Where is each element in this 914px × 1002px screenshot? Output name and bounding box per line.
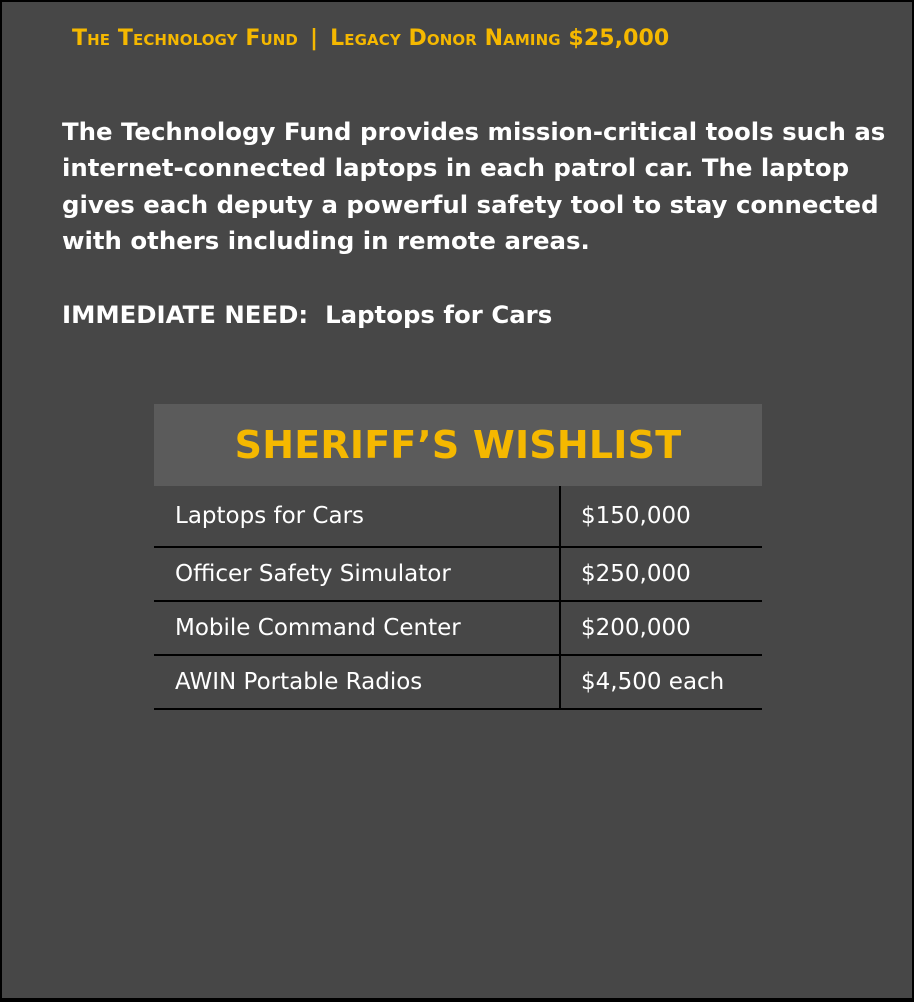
- wishlist-cost: $200,000: [560, 601, 762, 655]
- wishlist-cost: $4,500 each: [560, 655, 762, 709]
- fund-page: [2, 2, 912, 998]
- table-row: [154, 486, 762, 547]
- wishlist-item: Officer Safety Simulator: [154, 547, 560, 601]
- fund-title: The Technology Fund: [72, 26, 298, 51]
- immediate-need: IMMEDIATE NEED: Laptops for Cars: [62, 300, 553, 329]
- table-row: [154, 601, 762, 655]
- wishlist-table: [154, 486, 762, 710]
- wishlist-item: Laptops for Cars: [154, 486, 560, 547]
- wishlist-cost: $250,000: [560, 547, 762, 601]
- wishlist-item: Mobile Command Center: [154, 601, 560, 655]
- table-row: [154, 547, 762, 601]
- page-header: [72, 26, 669, 51]
- header-separator: |: [309, 26, 319, 51]
- table-row: [154, 655, 762, 709]
- wishlist-title: SHERIFF’S WISHLIST: [154, 404, 762, 486]
- wishlist-item: AWIN Portable Radios: [154, 655, 560, 709]
- naming-level: Legacy Donor Naming $25,000: [330, 26, 670, 51]
- wishlist-cost: $150,000: [560, 486, 762, 547]
- fund-description: The Technology Fund provides mission-critical tools such as internet-connected laptops in each patrol car. The laptop gives each deputy a powerful safety tool to stay connected with others including in remote areas.: [62, 117, 886, 256]
- sheriffs-wishlist: [154, 404, 762, 710]
